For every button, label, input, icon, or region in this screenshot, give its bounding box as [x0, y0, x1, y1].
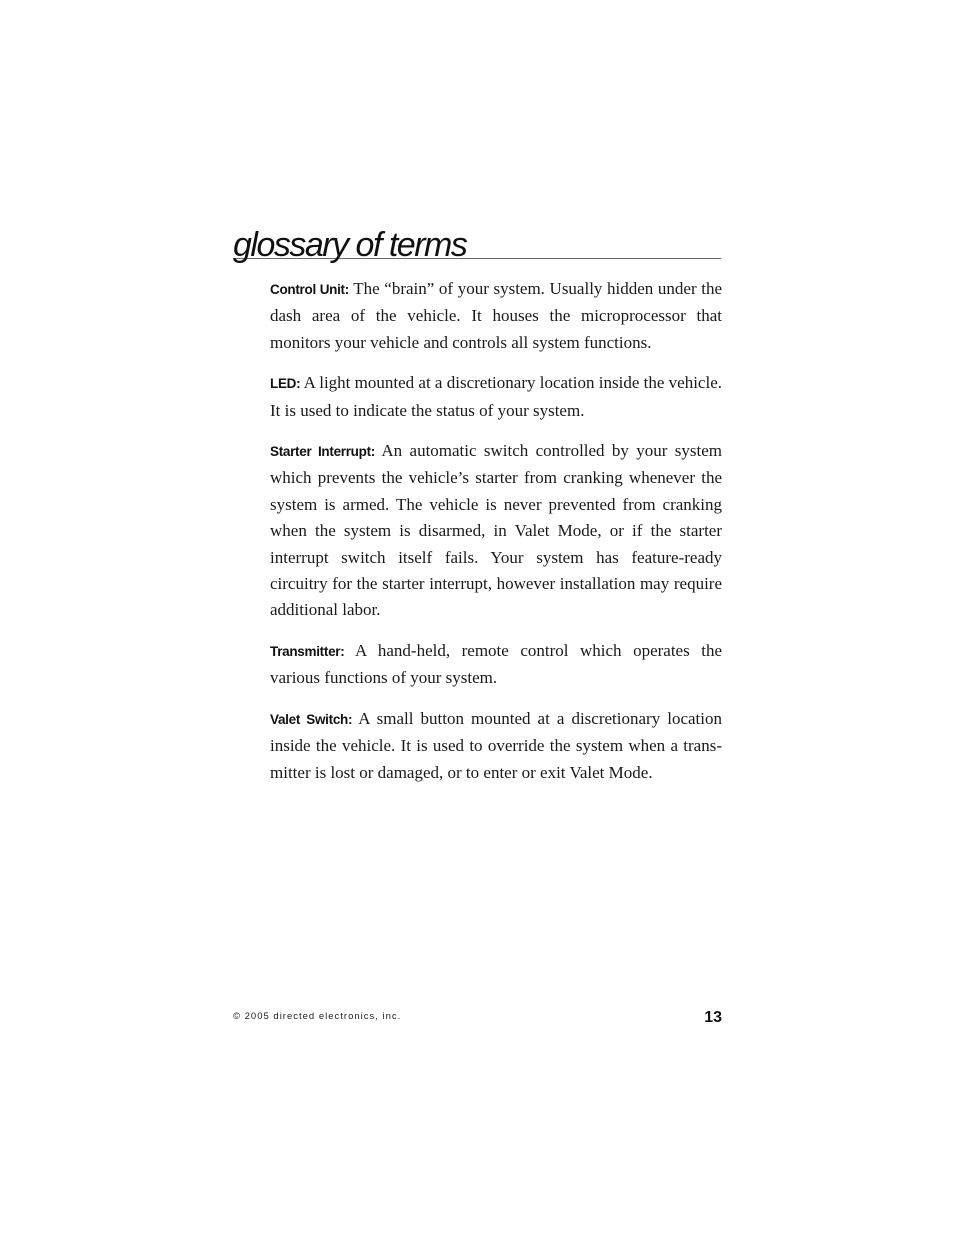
glossary-definition: A small button mounted at a discretionary location inside the vehicle. It is used to override the system when a transmitter is lost or damaged, or to enter or exit Valet Mode.: [270, 708, 722, 782]
glossary-entry-led: [270, 370, 722, 424]
glossary-term: Control Unit:: [270, 282, 349, 297]
glossary-term: LED:: [270, 376, 301, 392]
glossary-definition: An automatic switch controlled by your system which prevents the vehicle’s starter from cranking whenever the system is armed. The vehicle is never prevented from cranking when the system is disarmed, in Valet Mode, or if the starter interrupt switch itself fails. Your system has feature-ready circuitry for the starter interrupt, however installation may require additional labor.: [270, 441, 722, 620]
glossary-term: Valet Switch:: [270, 711, 353, 727]
glossary-list: [270, 276, 722, 800]
glossary-entry-control-unit: [270, 276, 722, 356]
glossary-term: Transmitter:: [270, 643, 345, 659]
page-number: 13: [704, 1009, 722, 1026]
glossary-entry-transmitter: [270, 638, 722, 692]
glossary-entry-starter-interrupt: [270, 438, 722, 624]
glossary-definition: A light mounted at a discretionary location inside the vehicle. It is used to indicate the status of your system.: [270, 373, 722, 420]
footer-copyright: © 2005 directed electronics, inc.: [233, 1011, 402, 1022]
glossary-term: Starter Interrupt:: [270, 444, 375, 460]
glossary-definition: The “brain” of your system. Usually hidden under the dash area of the vehicle. It houses the microprocessor that monitors your vehicle and controls all system functions.: [270, 279, 722, 352]
glossary-entry-valet-switch: [270, 706, 722, 786]
page-title: glossary of terms: [233, 226, 467, 264]
glossary-definition: A hand-held, remote control which operates the various functions of your system.: [270, 640, 723, 688]
page-heading: [233, 222, 721, 264]
